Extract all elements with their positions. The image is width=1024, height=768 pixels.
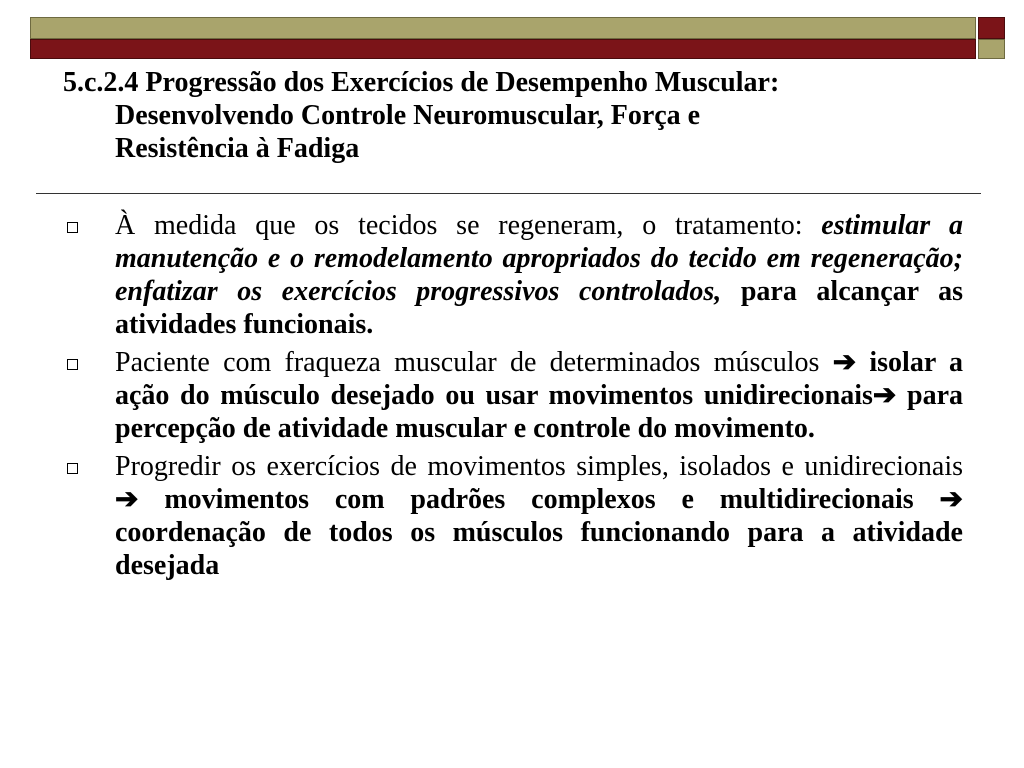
hollow-square-bullet-icon [67, 359, 78, 370]
hollow-square-bullet-icon [67, 463, 78, 474]
arrow-right-icon: ➔ [872, 380, 897, 411]
bullet-3-step-1: movimentos com padrões complexos e multidirecionais [138, 484, 940, 515]
bullet-item-2 [63, 346, 963, 445]
bullet-1-emphasis: estimular a manutenção e o remodelamento apropriados do tecido em regeneração; enfatizar os exercícios progressivos controlados, [115, 210, 963, 307]
bullet-1-conclusion: para alcançar as atividades funcionais. [115, 276, 963, 340]
header-square-olive [978, 39, 1005, 59]
title-divider [36, 193, 981, 194]
bullet-2-step-2: para percepção de atividade muscular e controle do movimento. [115, 380, 964, 444]
bullet-2-step-1: isolar a ação do músculo desejado ou usar movimentos unidirecionais [115, 347, 963, 411]
hollow-square-bullet-icon [67, 222, 78, 233]
bullet-3-text: Progredir os exercícios de movimentos simples, isolados e unidirecionais [115, 451, 963, 482]
slide-title-line-3: Resistência à Fadiga [115, 133, 360, 164]
bullet-2-text: Paciente com fraqueza muscular de determinados músculos [115, 347, 833, 378]
slide-title [63, 66, 963, 165]
arrow-right-icon: ➔ [939, 484, 963, 515]
arrow-right-icon: ➔ [832, 347, 857, 378]
header-bar-red [30, 39, 976, 59]
bullet-item-1 [63, 209, 963, 341]
header-square-red [978, 17, 1005, 39]
slide-title-line-2: Desenvolvendo Controle Neuromuscular, Força e [115, 100, 701, 131]
slide-title-line-1: 5.c.2.4 Progressão dos Exercícios de Desempenho Muscular: [63, 67, 780, 98]
header-bar-olive [30, 17, 976, 39]
bullet-list [63, 209, 963, 587]
bullet-item-3 [63, 450, 963, 582]
bullet-3-step-2: coordenação de todos os músculos funcionando para a atividade desejada [115, 517, 963, 581]
bullet-1-text: À medida que os tecidos se regeneram, o tratamento: [115, 210, 822, 241]
arrow-right-icon: ➔ [115, 484, 139, 515]
